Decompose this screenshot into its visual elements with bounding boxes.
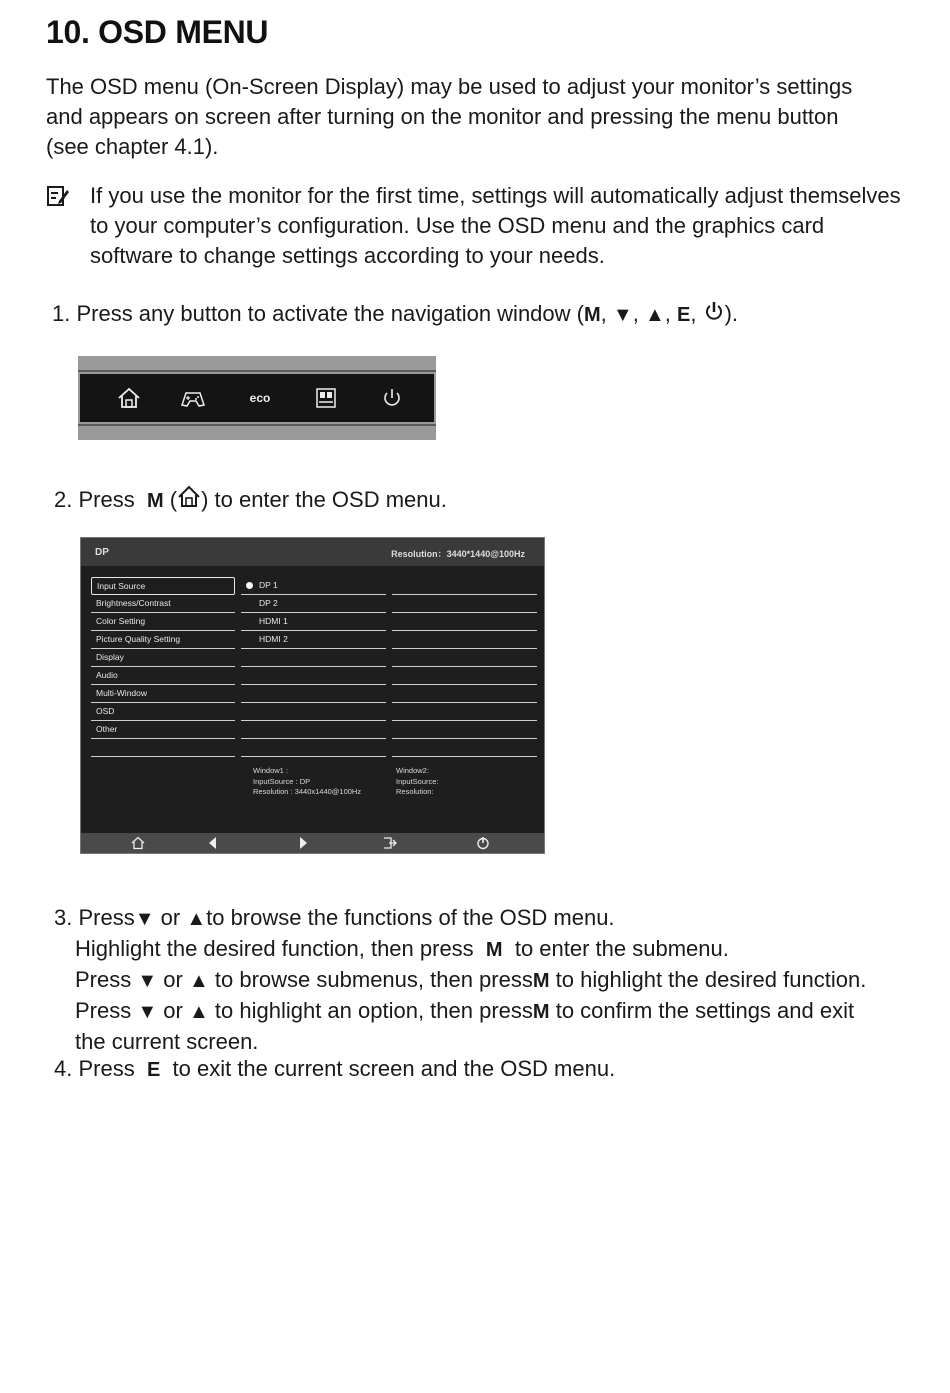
option-empty (392, 721, 537, 739)
menu-item-audio[interactable]: Audio (91, 667, 235, 685)
option-empty (392, 685, 537, 703)
osd-footer (81, 833, 544, 853)
osd-source: DP (95, 547, 109, 558)
power-icon[interactable] (476, 836, 490, 850)
step-2-suffix: ) to enter the OSD menu. (201, 487, 447, 512)
option-empty (392, 595, 537, 613)
step-1 (52, 299, 738, 330)
text: Press (75, 967, 132, 992)
right-arrow-icon[interactable] (296, 836, 310, 850)
step-3-line-4 (54, 996, 866, 1027)
home-icon[interactable] (131, 836, 145, 850)
menu-item-other[interactable]: Other (91, 721, 235, 739)
key-up: ▲ (186, 908, 207, 930)
key-m: M (485, 939, 503, 961)
submenu-empty (241, 685, 386, 703)
window1-info (253, 766, 361, 798)
separator: , (664, 301, 671, 326)
window1-input: InputSource : DP (253, 776, 311, 786)
step-3-line-5: the current screen. (75, 1029, 259, 1054)
key-down: ▼ (134, 908, 155, 930)
separator: , (600, 301, 607, 326)
option-empty (392, 739, 537, 757)
text: or (163, 967, 183, 992)
osd-menu-screen (80, 537, 545, 854)
intro-paragraph: The OSD menu (On-Screen Display) may be used to adjust your monitor’s settings and appears on screen after turning on the monitor and pressing the menu button (see chapter 4.1). (46, 74, 853, 159)
key-down: ▼ (137, 970, 158, 992)
text: or (160, 905, 181, 930)
navigation-window (78, 356, 436, 440)
separator: , (690, 301, 697, 326)
osd-header (81, 538, 544, 566)
key-up: ▲ (644, 304, 665, 326)
menu-item-color-setting[interactable]: Color Setting (91, 613, 235, 631)
step-1-close: ). (724, 301, 739, 326)
option-empty (392, 577, 537, 595)
submenu-item-hdmi1[interactable]: HDMI 1 (241, 613, 386, 631)
text: to browse the functions of the OSD menu. (206, 905, 615, 930)
eco-icon[interactable]: eco (249, 391, 271, 405)
step-4 (54, 1054, 615, 1085)
power-icon[interactable] (379, 386, 405, 410)
menu-item-picture-quality[interactable]: Picture Quality Setting (91, 631, 235, 649)
step-1-text: 1. Press any button to activate the navigation window ( (52, 301, 584, 326)
key-m: M (146, 490, 164, 512)
text: to highlight the desired function. (555, 967, 867, 992)
menu-item-empty (91, 739, 235, 757)
option-empty (392, 703, 537, 721)
option-empty (392, 631, 537, 649)
submenu-empty (241, 649, 386, 667)
paren-open: ( (169, 487, 178, 512)
step-3-line-1 (54, 903, 866, 934)
note-paragraph: If you use the monitor for the first time, settings will automatically adjust themselves to your computer’s configuration. Use the OSD menu and the graphics card software to change settings according to your needs. (90, 183, 901, 268)
window1-resolution: Resolution : 3440x1440@100Hz (253, 787, 362, 796)
key-m: M (583, 304, 601, 326)
step-2-prefix: 2. Press (54, 487, 135, 512)
text: to browse submenus, then press (214, 967, 533, 992)
text: Press (75, 998, 132, 1023)
menu-item-multi-window[interactable]: Multi-Window (91, 685, 235, 703)
picture-mode-icon[interactable] (313, 386, 339, 410)
home-icon[interactable] (116, 386, 142, 410)
key-m: M (532, 970, 550, 992)
submenu-empty (241, 739, 386, 757)
step-3 (54, 903, 866, 1057)
power-touch-icon (703, 301, 725, 323)
text: to highlight an option, then press (214, 998, 533, 1023)
step-2 (54, 485, 447, 516)
key-up: ▲ (188, 970, 209, 992)
text: or (163, 998, 183, 1023)
gamepad-icon[interactable] (180, 386, 206, 410)
window2-title: Window2: (396, 766, 429, 775)
text: to exit the current screen and the OSD menu. (172, 1056, 616, 1081)
window2-resolution: Resolution: (396, 787, 434, 796)
submenu-item-dp2[interactable]: DP 2 (241, 595, 386, 613)
step-3-line-2 (54, 934, 866, 965)
note-pencil-icon (46, 184, 70, 208)
submenu-empty (241, 721, 386, 739)
text: to confirm the settings and exit (555, 998, 855, 1023)
option-empty (392, 667, 537, 685)
option-empty (392, 613, 537, 631)
window2-info (396, 766, 439, 798)
left-arrow-icon[interactable] (206, 836, 220, 850)
menu-item-osd[interactable]: OSD (91, 703, 235, 721)
text: 4. Press (54, 1056, 135, 1081)
page-title: 10. OSD MENU (46, 14, 269, 50)
window1-title: Window1 : (253, 766, 289, 775)
separator: , (632, 301, 639, 326)
step-3-line-3 (54, 965, 866, 996)
menu-item-display[interactable]: Display (91, 649, 235, 667)
submenu-empty (241, 667, 386, 685)
exit-icon[interactable] (383, 836, 397, 850)
text: 3. Press (54, 905, 135, 930)
menu-item-input-source[interactable]: Input Source (91, 577, 235, 595)
selected-dot-icon (246, 582, 253, 589)
key-down: ▼ (612, 304, 633, 326)
key-e: E (677, 304, 691, 326)
submenu-label: DP 1 (259, 580, 278, 590)
key-down: ▼ (137, 1001, 158, 1023)
text: to enter the submenu. (514, 936, 729, 961)
text: Highlight the desired function, then press (75, 936, 474, 961)
window2-input: InputSource: (396, 776, 439, 786)
osd-resolution: Resolution：3440*1440@100Hz (391, 549, 525, 559)
option-empty (392, 649, 537, 667)
menu-item-brightness-contrast[interactable]: Brightness/Contrast (91, 595, 235, 613)
submenu-item-dp1[interactable] (241, 577, 386, 595)
submenu-item-hdmi2[interactable]: HDMI 2 (241, 631, 386, 649)
home-icon (177, 485, 201, 509)
submenu-empty (241, 703, 386, 721)
key-up: ▲ (188, 1001, 209, 1023)
key-e: E (146, 1059, 161, 1081)
key-m: M (532, 1001, 550, 1023)
